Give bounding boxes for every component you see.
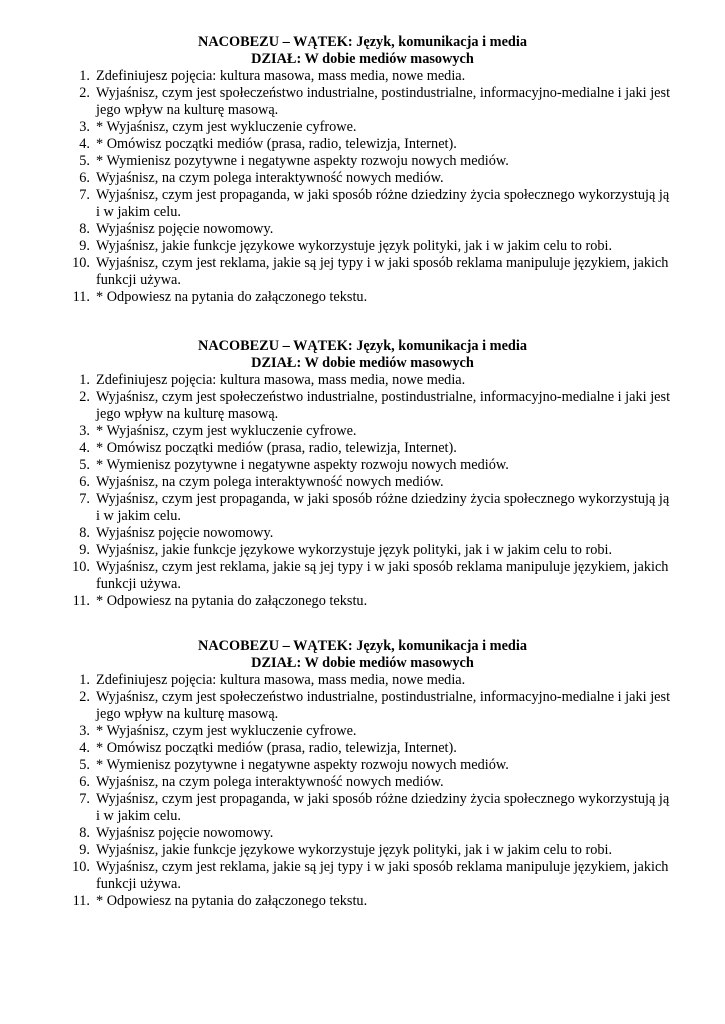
list-item: [0, 372, 725, 389]
list-item: [0, 893, 725, 910]
list-item: [0, 457, 725, 474]
list-item: [0, 153, 725, 170]
item-number: 11.: [72, 893, 90, 909]
item-text: * Wymienisz pozytywne i negatywne aspekty rozwoju nowych mediów.: [96, 153, 509, 169]
item-text: Wyjaśnisz, czym jest społeczeństwo industrialne, postindustrialne, informacyjno-medialne i jaki jest jego wpływ na kulturę masową.: [96, 689, 671, 722]
item-number: 2.: [79, 389, 90, 405]
list-item: [0, 740, 725, 757]
list-item: [0, 440, 725, 457]
item-text: * Wyjaśnisz, czym jest wykluczenie cyfrowe.: [96, 423, 357, 439]
item-number: 7.: [79, 791, 90, 807]
item-number: 4.: [79, 740, 90, 756]
item-number: 5.: [79, 757, 90, 773]
item-number: 10.: [72, 255, 90, 271]
list-item: [0, 474, 725, 491]
list-item: [0, 723, 725, 740]
item-text: Wyjaśnisz, czym jest reklama, jakie są jej typy i w jaki sposób reklama manipuluje językiem, jakich funkcji używa.: [96, 255, 669, 288]
item-text: * Omówisz początki mediów (prasa, radio, telewizja, Internet).: [96, 740, 457, 756]
item-text: * Omówisz początki mediów (prasa, radio, telewizja, Internet).: [96, 440, 457, 456]
list-item: [0, 491, 725, 525]
item-text: Wyjaśnisz, czym jest reklama, jakie są jej typy i w jaki sposób reklama manipuluje językiem, jakich funkcji używa.: [96, 859, 669, 892]
list-item: [0, 187, 725, 221]
nacobezu-section-3: [0, 638, 725, 910]
item-text: Wyjaśnisz, na czym polega interaktywność nowych mediów.: [96, 474, 444, 490]
list-item: [0, 136, 725, 153]
item-text: Zdefiniujesz pojęcia: kultura masowa, mass media, nowe media.: [96, 68, 466, 84]
item-number: 7.: [79, 187, 90, 203]
item-number: 9.: [79, 542, 90, 558]
list-item: [0, 85, 725, 119]
section-title: NACOBEZU – WĄTEK: Język, komunikacja i media: [198, 34, 527, 50]
list-item: [0, 859, 725, 893]
list-item: [0, 672, 725, 689]
objectives-list: [0, 68, 725, 306]
item-text: Wyjaśnisz, czym jest propaganda, w jaki sposób różne dziedziny życia społecznego wykorzystują ją i w jakim celu.: [96, 187, 670, 220]
item-number: 10.: [72, 559, 90, 575]
list-item: [0, 238, 725, 255]
item-text: Wyjaśnisz, na czym polega interaktywność nowych mediów.: [96, 170, 444, 186]
list-item: [0, 221, 725, 238]
list-item: [0, 757, 725, 774]
item-number: 3.: [79, 119, 90, 135]
nacobezu-section-2: [0, 338, 725, 610]
list-item: [0, 170, 725, 187]
list-item: [0, 842, 725, 859]
list-item: [0, 593, 725, 610]
item-text: Wyjaśnisz pojęcie nowomowy.: [96, 525, 274, 541]
item-text: * Wyjaśnisz, czym jest wykluczenie cyfrowe.: [96, 119, 357, 135]
item-number: 10.: [72, 859, 90, 875]
item-number: 5.: [79, 153, 90, 169]
item-text: Wyjaśnisz, czym jest propaganda, w jaki sposób różne dziedziny życia społecznego wykorzystują ją i w jakim celu.: [96, 491, 670, 524]
item-text: Wyjaśnisz, na czym polega interaktywność nowych mediów.: [96, 774, 444, 790]
item-number: 3.: [79, 723, 90, 739]
item-text: * Odpowiesz na pytania do załączonego tekstu.: [96, 289, 368, 305]
item-text: * Wyjaśnisz, czym jest wykluczenie cyfrowe.: [96, 723, 357, 739]
item-number: 4.: [79, 440, 90, 456]
section-title: NACOBEZU – WĄTEK: Język, komunikacja i media: [198, 338, 527, 354]
item-number: 1.: [79, 372, 90, 388]
item-text: * Wymienisz pozytywne i negatywne aspekty rozwoju nowych mediów.: [96, 457, 509, 473]
section-subtitle: DZIAŁ: W dobie mediów masowych: [251, 655, 474, 671]
item-number: 2.: [79, 85, 90, 101]
objectives-list: [0, 672, 725, 910]
item-text: Wyjaśnisz, czym jest propaganda, w jaki sposób różne dziedziny życia społecznego wykorzystują ją i w jakim celu.: [96, 791, 670, 824]
item-number: 9.: [79, 238, 90, 254]
item-number: 8.: [79, 825, 90, 841]
list-item: [0, 525, 725, 542]
item-number: 4.: [79, 136, 90, 152]
item-number: 2.: [79, 689, 90, 705]
list-item: [0, 389, 725, 423]
item-text: Wyjaśnisz pojęcie nowomowy.: [96, 825, 274, 841]
section-subtitle: DZIAŁ: W dobie mediów masowych: [251, 355, 474, 371]
list-item: [0, 559, 725, 593]
list-item: [0, 68, 725, 85]
item-number: 8.: [79, 221, 90, 237]
item-number: 7.: [79, 491, 90, 507]
item-text: Wyjaśnisz, jakie funkcje językowe wykorzystuje język polityki, jak i w jakim celu to robi.: [96, 842, 613, 858]
item-text: * Omówisz początki mediów (prasa, radio, telewizja, Internet).: [96, 136, 457, 152]
item-number: 1.: [79, 672, 90, 688]
item-text: Wyjaśnisz, jakie funkcje językowe wykorzystuje język polityki, jak i w jakim celu to robi.: [96, 238, 613, 254]
item-number: 6.: [79, 474, 90, 490]
item-text: Wyjaśnisz pojęcie nowomowy.: [96, 221, 274, 237]
list-item: [0, 119, 725, 136]
item-number: 8.: [79, 525, 90, 541]
item-number: 11.: [72, 289, 90, 305]
item-text: Wyjaśnisz, czym jest społeczeństwo industrialne, postindustrialne, informacyjno-medialne i jaki jest jego wpływ na kulturę masową.: [96, 85, 671, 118]
list-item: [0, 423, 725, 440]
list-item: [0, 825, 725, 842]
item-number: 5.: [79, 457, 90, 473]
section-subtitle: DZIAŁ: W dobie mediów masowych: [251, 51, 474, 67]
objectives-list: [0, 372, 725, 610]
item-text: Wyjaśnisz, jakie funkcje językowe wykorzystuje język polityki, jak i w jakim celu to robi.: [96, 542, 613, 558]
item-text: Wyjaśnisz, czym jest reklama, jakie są jej typy i w jaki sposób reklama manipuluje językiem, jakich funkcji używa.: [96, 559, 669, 592]
section-title: NACOBEZU – WĄTEK: Język, komunikacja i media: [198, 638, 527, 654]
nacobezu-section-1: [0, 34, 725, 306]
item-number: 6.: [79, 170, 90, 186]
list-item: [0, 791, 725, 825]
item-text: * Wymienisz pozytywne i negatywne aspekty rozwoju nowych mediów.: [96, 757, 509, 773]
list-item: [0, 689, 725, 723]
item-text: Wyjaśnisz, czym jest społeczeństwo industrialne, postindustrialne, informacyjno-medialne i jaki jest jego wpływ na kulturę masową.: [96, 389, 671, 422]
item-text: Zdefiniujesz pojęcia: kultura masowa, mass media, nowe media.: [96, 672, 466, 688]
list-item: [0, 255, 725, 289]
item-text: Zdefiniujesz pojęcia: kultura masowa, mass media, nowe media.: [96, 372, 466, 388]
item-text: * Odpowiesz na pytania do załączonego tekstu.: [96, 593, 368, 609]
item-text: * Odpowiesz na pytania do załączonego tekstu.: [96, 893, 368, 909]
item-number: 1.: [79, 68, 90, 84]
list-item: [0, 289, 725, 306]
item-number: 3.: [79, 423, 90, 439]
list-item: [0, 542, 725, 559]
list-item: [0, 774, 725, 791]
item-number: 9.: [79, 842, 90, 858]
item-number: 11.: [72, 593, 90, 609]
item-number: 6.: [79, 774, 90, 790]
